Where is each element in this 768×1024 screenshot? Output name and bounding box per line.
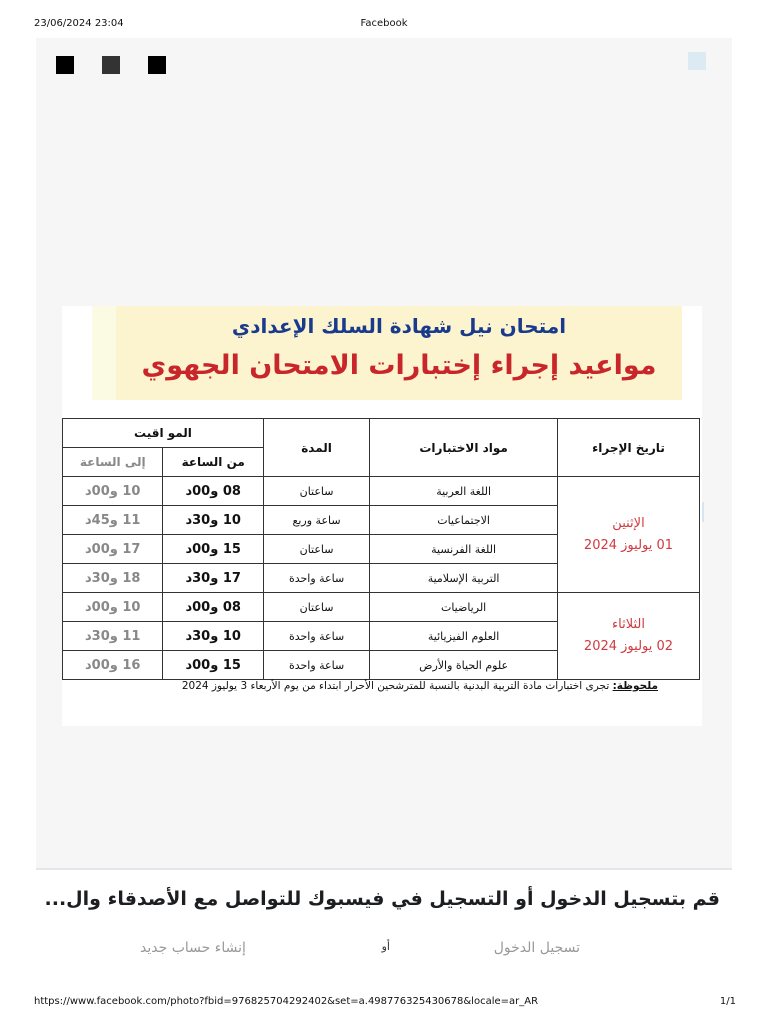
- header-date: تاريخ الإجراء: [557, 419, 699, 477]
- table-row: [63, 593, 700, 622]
- duration-cell: ساعة وربع: [263, 506, 369, 535]
- subject-cell: اللغة العربية: [370, 477, 558, 506]
- redacted-block: [148, 56, 166, 74]
- schedule-note: [98, 680, 658, 692]
- print-title: Facebook: [360, 18, 408, 29]
- to-cell: 10 و00د: [63, 477, 163, 506]
- note-label: ملحوظة:: [612, 680, 658, 692]
- document-subtitle: مواعيد إجراء إختبارات الامتحان الجهوي: [141, 350, 657, 381]
- schedule-image: [62, 306, 702, 726]
- header-from: من الساعة: [163, 448, 263, 477]
- print-header: [0, 0, 768, 40]
- print-page-number: 1/1: [719, 996, 736, 1007]
- subject-cell: الرياضيات: [370, 593, 558, 622]
- duration-cell: ساعتان: [263, 477, 369, 506]
- login-link[interactable]: تسجيل الدخول: [493, 940, 580, 956]
- divider: [36, 868, 732, 870]
- print-url: https://www.facebook.com/photo?fbid=976825704292402&set=a.498776325430678&locale=ar_AR: [34, 996, 539, 1007]
- subject-cell: التربية الإسلامية: [370, 564, 558, 593]
- table-header-row: [63, 419, 700, 448]
- duration-cell: ساعة واحدة: [263, 622, 369, 651]
- table-row: [63, 477, 700, 506]
- login-prompt: قم بتسجيل الدخول أو التسجيل في فيسبوك للتواصل مع الأصدقاء وال...: [44, 888, 720, 910]
- to-cell: 17 و00د: [63, 535, 163, 564]
- to-cell: 18 و30د: [63, 564, 163, 593]
- subject-cell: اللغة الفرنسية: [370, 535, 558, 564]
- from-cell: 08 و00د: [163, 477, 263, 506]
- print-footer: [0, 996, 768, 1016]
- duration-cell: ساعتان: [263, 593, 369, 622]
- print-date: 23/06/2024 23:04: [34, 18, 124, 29]
- day-name: الإثنين: [612, 515, 645, 531]
- from-cell: 15 و00د: [163, 651, 263, 680]
- duration-cell: ساعتان: [263, 535, 369, 564]
- from-cell: 17 و30د: [163, 564, 263, 593]
- day-date: 01 يوليوز 2024: [583, 537, 674, 553]
- redacted-block: [102, 56, 120, 74]
- create-account-link[interactable]: إنشاء حساب جديد: [140, 940, 246, 956]
- day-cell-2: [557, 593, 699, 680]
- redacted-block: [56, 56, 74, 74]
- duration-cell: ساعة واحدة: [263, 651, 369, 680]
- subject-cell: علوم الحياة والأرض: [370, 651, 558, 680]
- title-band-edge: [92, 306, 116, 400]
- header-subjects: مواد الاختبارات: [370, 419, 558, 477]
- from-cell: 15 و00د: [163, 535, 263, 564]
- photo-viewer: [36, 38, 732, 868]
- from-cell: 10 و30د: [163, 622, 263, 651]
- header-duration: المدة: [263, 419, 369, 477]
- subject-cell: الاجتماعيات: [370, 506, 558, 535]
- to-cell: 11 و30د: [63, 622, 163, 651]
- from-cell: 10 و30د: [163, 506, 263, 535]
- auth-actions: [140, 940, 580, 962]
- document-title: امتحان نيل شهادة السلك الإعدادي: [231, 314, 567, 338]
- note-text: تجرى اختبارات مادة التربية البدنية بالنسبة للمترشحين الأحرار ابتداء من يوم الأربعاء 3 يوليوز 2024: [181, 680, 613, 692]
- header-timings: المو اقيت: [63, 419, 264, 448]
- subject-cell: العلوم الفيزيائية: [370, 622, 558, 651]
- to-cell: 10 و00د: [63, 593, 163, 622]
- header-to: إلى الساعة: [63, 448, 163, 477]
- exam-schedule-table: [62, 418, 700, 680]
- to-cell: 11 و45د: [63, 506, 163, 535]
- to-cell: 16 و00د: [63, 651, 163, 680]
- duration-cell: ساعة واحدة: [263, 564, 369, 593]
- day-cell-1: [557, 477, 699, 593]
- day-name: الثلاثاء: [612, 617, 645, 632]
- day-date: 02 يوليوز 2024: [583, 639, 674, 654]
- close-viewer-button[interactable]: [688, 52, 706, 70]
- or-separator: أو: [381, 940, 390, 953]
- from-cell: 08 و00د: [163, 593, 263, 622]
